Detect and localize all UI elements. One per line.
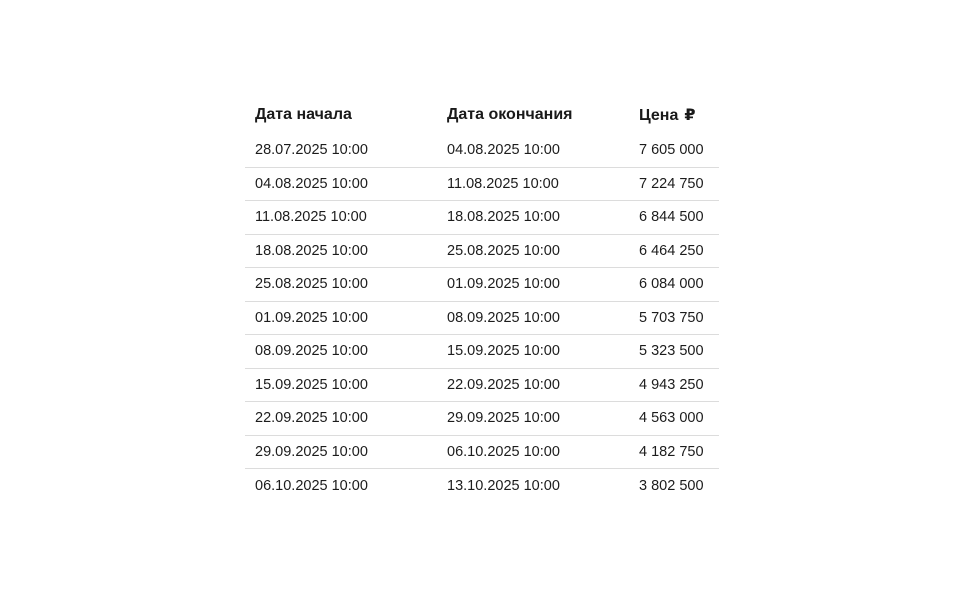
start-date-cell: 22.09.2025 10:00 <box>255 410 368 427</box>
price-cell: 6 464 250 <box>639 242 704 259</box>
ruble-icon: ₽ <box>684 107 696 124</box>
end-date-cell: 04.08.2025 10:00 <box>447 142 560 159</box>
start-date-cell: 18.08.2025 10:00 <box>255 242 368 259</box>
start-date-cell: 15.09.2025 10:00 <box>255 376 368 393</box>
header-start-date: Дата начала <box>255 106 352 123</box>
table-row <box>245 335 719 369</box>
end-date-cell: 13.10.2025 10:00 <box>447 477 560 494</box>
start-date-cell: 01.09.2025 10:00 <box>255 309 368 326</box>
table-row <box>245 436 719 470</box>
price-cell: 7 224 750 <box>639 175 704 192</box>
header-end-date: Дата окончания <box>447 106 573 123</box>
table-row <box>245 302 719 336</box>
header-price <box>629 105 719 125</box>
header-price-label: Цена <box>639 107 679 124</box>
price-cell: 4 563 000 <box>639 410 704 427</box>
price-cell: 4 943 250 <box>639 376 704 393</box>
start-date-cell: 28.07.2025 10:00 <box>255 142 368 159</box>
start-date-cell: 11.08.2025 10:00 <box>255 209 367 226</box>
start-date-cell: 29.09.2025 10:00 <box>255 443 368 460</box>
table-row <box>245 201 719 235</box>
table-row <box>245 168 719 202</box>
end-date-cell: 25.08.2025 10:00 <box>447 242 560 259</box>
table-body <box>245 134 719 503</box>
table-header <box>245 96 719 134</box>
start-date-cell: 08.09.2025 10:00 <box>255 343 368 360</box>
end-date-cell: 01.09.2025 10:00 <box>447 276 560 293</box>
price-cell: 5 703 750 <box>639 309 704 326</box>
end-date-cell: 06.10.2025 10:00 <box>447 443 560 460</box>
end-date-cell: 11.08.2025 10:00 <box>447 175 559 192</box>
table-row <box>245 469 719 503</box>
end-date-cell: 08.09.2025 10:00 <box>447 309 560 326</box>
table-row <box>245 235 719 269</box>
end-date-cell: 22.09.2025 10:00 <box>447 376 560 393</box>
table-row <box>245 134 719 168</box>
price-cell: 3 802 500 <box>639 477 704 494</box>
price-cell: 4 182 750 <box>639 443 704 460</box>
price-schedule-table <box>245 96 719 503</box>
price-cell: 6 084 000 <box>639 276 704 293</box>
price-cell: 5 323 500 <box>639 343 704 360</box>
start-date-cell: 25.08.2025 10:00 <box>255 276 368 293</box>
price-cell: 7 605 000 <box>639 142 704 159</box>
start-date-cell: 06.10.2025 10:00 <box>255 477 368 494</box>
end-date-cell: 29.09.2025 10:00 <box>447 410 560 427</box>
end-date-cell: 15.09.2025 10:00 <box>447 343 560 360</box>
price-cell: 6 844 500 <box>639 209 704 226</box>
table-row <box>245 369 719 403</box>
start-date-cell: 04.08.2025 10:00 <box>255 175 368 192</box>
end-date-cell: 18.08.2025 10:00 <box>447 209 560 226</box>
table-row <box>245 402 719 436</box>
table-row <box>245 268 719 302</box>
